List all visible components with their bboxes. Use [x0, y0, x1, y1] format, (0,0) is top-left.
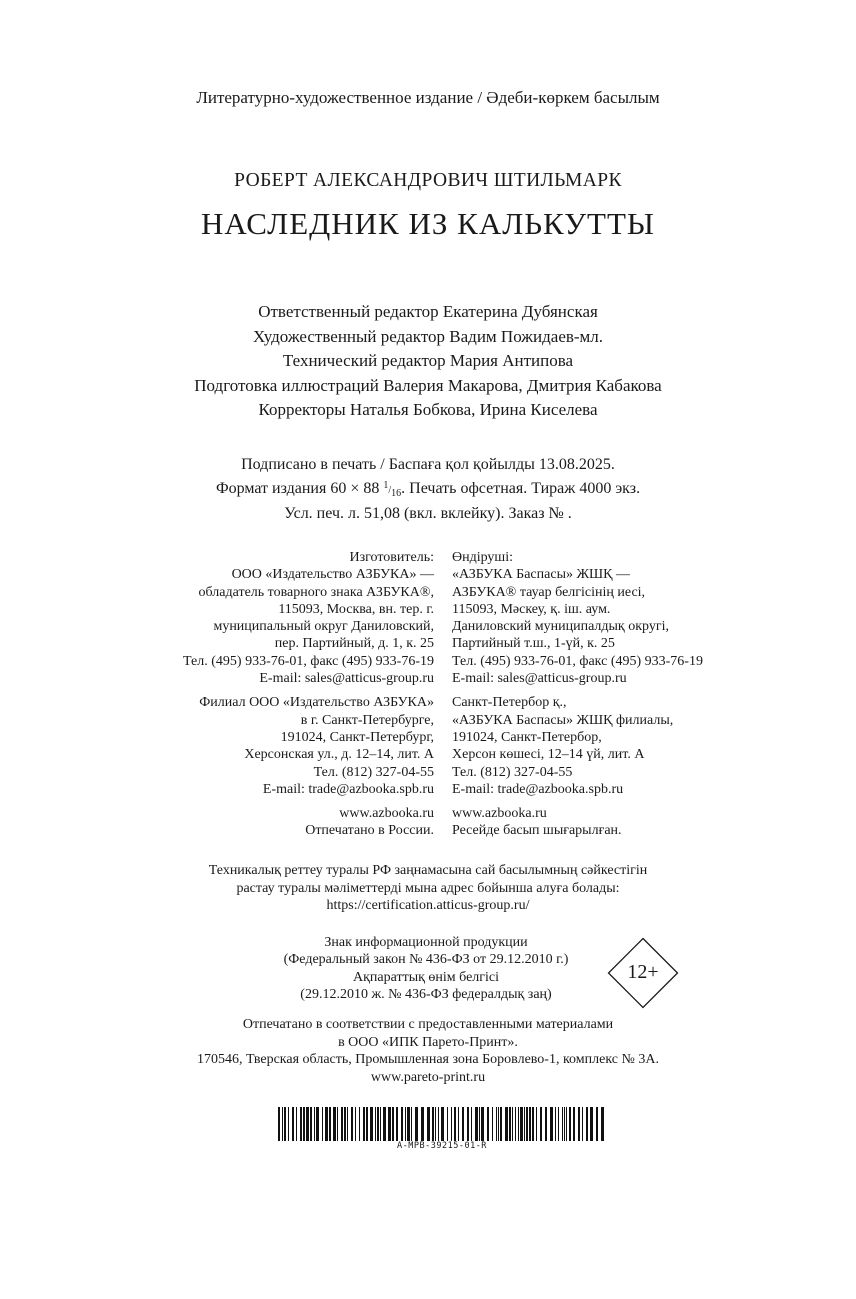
ru-line: ООО «Издательство АЗБУКА» — — [231, 567, 434, 583]
footer-kz — [452, 805, 703, 840]
barcode-bar — [383, 1107, 386, 1141]
sign-line: (Федеральный закон № 436-ФЗ от 29.12.2010 г.) — [283, 952, 569, 968]
barcode-bar — [366, 1107, 368, 1141]
barcode-bar — [601, 1107, 604, 1141]
barcode-bar — [296, 1107, 297, 1141]
barcode-bar — [462, 1107, 464, 1141]
format-denominator: 16 — [391, 487, 402, 499]
barcode-bar — [498, 1107, 499, 1141]
barcode-bar — [451, 1107, 452, 1141]
kz-line: Партийный т.ш., 1-үй, к. 25 — [452, 636, 615, 652]
barcode-bar — [447, 1107, 448, 1141]
kz-line: Херсон көшесі, 12–14 үй, лит. А — [452, 747, 645, 763]
ru-line: Изготовитель: — [349, 550, 434, 565]
credit-line: Художественный редактор Вадим Пожидаев-мл. — [252, 326, 604, 346]
barcode-bar — [569, 1107, 571, 1141]
format-line — [0, 476, 856, 505]
ru-line: Тел. (812) 327-04-55 — [313, 764, 434, 780]
barcode-bar — [407, 1107, 410, 1141]
barcode-bar — [564, 1107, 565, 1141]
barcode-bar — [475, 1107, 478, 1141]
ru-email: E-mail: sales@atticus-group.ru — [259, 671, 434, 687]
publisher-russian — [183, 549, 434, 847]
ru-line: муниципальный округ Даниловский, — [213, 619, 434, 635]
kz-line: Тел. (812) 327-04-55 — [452, 764, 573, 780]
barcode-bar — [558, 1107, 559, 1141]
barcode-bar — [329, 1107, 331, 1141]
credit-line: Технический редактор Мария Антипова — [282, 351, 574, 371]
barcode-bar — [536, 1107, 537, 1141]
barcode-bar — [550, 1107, 553, 1141]
barcode-bar — [435, 1107, 436, 1141]
sign-line: Знак информационной продукции — [324, 935, 528, 950]
barcode-bar — [573, 1107, 575, 1141]
ru-website: www.azbooka.ru — [339, 806, 434, 822]
barcode-bar — [344, 1107, 346, 1141]
barcode-bar — [341, 1107, 343, 1141]
barcode-bar — [363, 1107, 365, 1141]
sign-line: Ақпараттық өнім белгісі — [352, 969, 500, 985]
kz-line: Өндіруші: — [452, 550, 513, 565]
barcode-bar — [322, 1107, 323, 1141]
info-product-sign — [256, 934, 596, 1004]
kz-website: www.azbooka.ru — [452, 806, 547, 822]
barcode-bar — [500, 1107, 502, 1141]
sheets-line: Усл. печ. л. 51,08 (вкл. вклейку). Заказ № . — [284, 505, 572, 522]
printer-website: www.pareto-print.ru — [370, 1069, 486, 1085]
barcode-bar — [479, 1107, 480, 1141]
barcode-bar — [545, 1107, 547, 1141]
ru-line: 191024, Санкт-Петербург, — [280, 729, 434, 745]
branch-kz — [452, 694, 703, 798]
book-title: НАСЛЕДНИК ИЗ КАЛЬКУТТЫ — [201, 206, 655, 241]
barcode-bar — [421, 1107, 424, 1141]
barcode-bar — [370, 1107, 373, 1141]
ru-line: Херсонская ул., д. 12–14, лит. А — [244, 747, 434, 763]
signed-date: Подписано в печать / Баспаға қол қойылды 13.08.2025. — [241, 456, 615, 473]
format-fraction: 1/16 — [383, 479, 402, 499]
printer-line: в ООО «ИПК Парето-Принт». — [338, 1034, 518, 1050]
barcode-bar — [427, 1107, 430, 1141]
barcode-bar — [438, 1107, 439, 1141]
barcode-bar — [555, 1107, 556, 1141]
credit-line: Корректоры Наталья Бобкова, Ирина Киселева — [258, 400, 598, 420]
ru-line: пер. Партийный, д. 1, к. 25 — [274, 636, 434, 652]
barcode-bar — [388, 1107, 391, 1141]
barcode-bar — [518, 1107, 519, 1141]
editorial-credits — [0, 300, 856, 423]
barcode-bar — [492, 1107, 493, 1141]
barcode-bar — [282, 1107, 283, 1141]
kz-email: E-mail: sales@atticus-group.ru — [452, 671, 627, 687]
ru-line: Тел. (495) 933-76-01, факс (495) 933-76-19 — [183, 653, 434, 669]
ru-line: 115093, Москва, вн. тер. г. — [278, 601, 434, 617]
ru-line: Филиал ООО «Издательство АЗБУКА» — [199, 695, 434, 711]
ru-line: обладатель товарного знака АЗБУКА®, — [198, 584, 434, 600]
barcode-bar — [512, 1107, 513, 1141]
barcode-bar — [532, 1107, 534, 1141]
barcode-bar — [284, 1107, 286, 1141]
barcode-bar — [471, 1107, 472, 1141]
barcode-bar — [401, 1107, 403, 1141]
sign-line: (29.12.2010 ж. № 436-ФЗ федералдық заң) — [300, 987, 552, 1003]
cert-line: растау туралы мәліметтерді мына адрес бойынша алуға болады: — [236, 880, 620, 896]
barcode-bar — [441, 1107, 444, 1141]
barcode-bar — [578, 1107, 580, 1141]
age-rating: 12+ — [627, 961, 659, 983]
barcode-bar — [325, 1107, 328, 1141]
kz-line: «АЗБУКА Баспасы» ЖШҚ — — [452, 567, 630, 583]
kz-line: Даниловский муниципалдық округі, — [452, 619, 669, 635]
barcode-bar — [405, 1107, 406, 1141]
barcode-bar — [337, 1107, 338, 1141]
barcode-bar — [515, 1107, 516, 1141]
barcode-bar — [377, 1107, 379, 1141]
printer-line: Отпечатано в соответствии с предоставленными материалами — [242, 1017, 614, 1032]
barcode-bar — [292, 1107, 294, 1141]
barcode-bar — [288, 1107, 289, 1141]
barcode-bar — [347, 1107, 348, 1141]
barcode-bar — [487, 1107, 489, 1141]
barcode-bar — [375, 1107, 376, 1141]
kz-email: E-mail: trade@azbooka.spb.ru — [452, 781, 624, 797]
kz-line: АЗБУКА® тауар белгісінің иесі, — [452, 584, 646, 600]
cert-url: https://certification.atticus-group.ru/ — [326, 898, 530, 913]
format-numerator: 1 — [383, 479, 389, 491]
barcode-bar — [467, 1107, 469, 1141]
barcode-bar — [411, 1107, 412, 1141]
ru-line: Отпечатано в России. — [305, 823, 434, 839]
format-suffix: . Печать офсетная. Тираж 4000 экз. — [401, 479, 641, 497]
ru-email: E-mail: trade@azbooka.spb.ru — [262, 781, 434, 797]
barcode-bar — [392, 1107, 394, 1141]
barcode-bar — [300, 1107, 302, 1141]
barcode-bar — [520, 1107, 523, 1141]
barcode-bar — [509, 1107, 511, 1141]
barcode-bar — [303, 1107, 305, 1141]
barcode-bar — [278, 1107, 280, 1141]
barcode-bar — [590, 1107, 593, 1141]
branch-ru — [183, 694, 434, 798]
series-line: Литературно-художественное издание / Әдеби-көркем басылым — [196, 88, 660, 107]
barcode-bar — [582, 1107, 583, 1141]
manufacturer-kz — [452, 549, 703, 687]
barcode-bar — [355, 1107, 356, 1141]
barcode-bar — [566, 1107, 567, 1141]
barcode-bar — [314, 1107, 315, 1141]
kz-line: «АЗБУКА Баспасы» ЖШҚ филиалы, — [452, 712, 674, 728]
barcode-bar — [333, 1107, 336, 1141]
barcode-bar — [496, 1107, 497, 1141]
format-prefix: Формат издания 60 × 88 — [215, 479, 380, 497]
kz-line: 115093, Мәскеу, қ. іш. аум. — [452, 601, 611, 617]
barcode — [278, 1107, 606, 1141]
barcode-bar — [432, 1107, 434, 1141]
certification-note — [0, 862, 856, 915]
barcode-bar — [540, 1107, 542, 1141]
publisher-kazakh — [452, 549, 703, 847]
age-rating-badge — [607, 937, 679, 1009]
barcode-bar — [596, 1107, 598, 1141]
ru-line: в г. Санкт-Петербурге, — [300, 712, 434, 728]
print-info — [0, 455, 856, 525]
manufacturer-ru — [183, 549, 434, 687]
barcode-bar — [586, 1107, 588, 1141]
barcode-bar — [351, 1107, 353, 1141]
barcode-bar — [481, 1107, 484, 1141]
barcode-bar — [310, 1107, 312, 1141]
credit-line: Подготовка иллюстраций Валерия Макарова, Дмитрия Кабакова — [194, 375, 662, 395]
footer-ru — [183, 805, 434, 840]
barcode-bar — [505, 1107, 508, 1141]
barcode-bar — [562, 1107, 563, 1141]
barcode-bar — [454, 1107, 456, 1141]
printer-info — [0, 1016, 856, 1086]
barcode-bar — [524, 1107, 525, 1141]
barcode-bar — [380, 1107, 381, 1141]
barcode-bar — [396, 1107, 398, 1141]
author-name: РОБЕРТ АЛЕКСАНДРОВИЧ ШТИЛЬМАРК — [234, 170, 622, 191]
cert-line: Техникалық реттеу туралы РФ заңнамасына сай басылымның сәйкестігін — [208, 863, 648, 878]
barcode-bar — [306, 1107, 309, 1141]
kz-line: Тел. (495) 933-76-01, факс (495) 933-76-19 — [452, 653, 703, 669]
barcode-bar — [529, 1107, 531, 1141]
barcode-bar — [415, 1107, 418, 1141]
barcode-bar — [359, 1107, 360, 1141]
barcode-bar — [316, 1107, 319, 1141]
credit-line: Ответственный редактор Екатерина Дубянская — [258, 302, 598, 321]
barcode-bar — [526, 1107, 528, 1141]
printer-line: 170546, Тверская область, Промышленная зона Боровлево-1, комплекс № 3А. — [197, 1052, 659, 1067]
kz-line: Ресейде басып шығарылған. — [452, 823, 622, 839]
barcode-code: A-MPB-39215-01-R — [397, 1141, 487, 1151]
barcode-bar — [458, 1107, 459, 1141]
kz-line: 191024, Санкт-Петербор, — [452, 729, 602, 745]
kz-line: Санкт-Петербор қ., — [452, 695, 567, 711]
